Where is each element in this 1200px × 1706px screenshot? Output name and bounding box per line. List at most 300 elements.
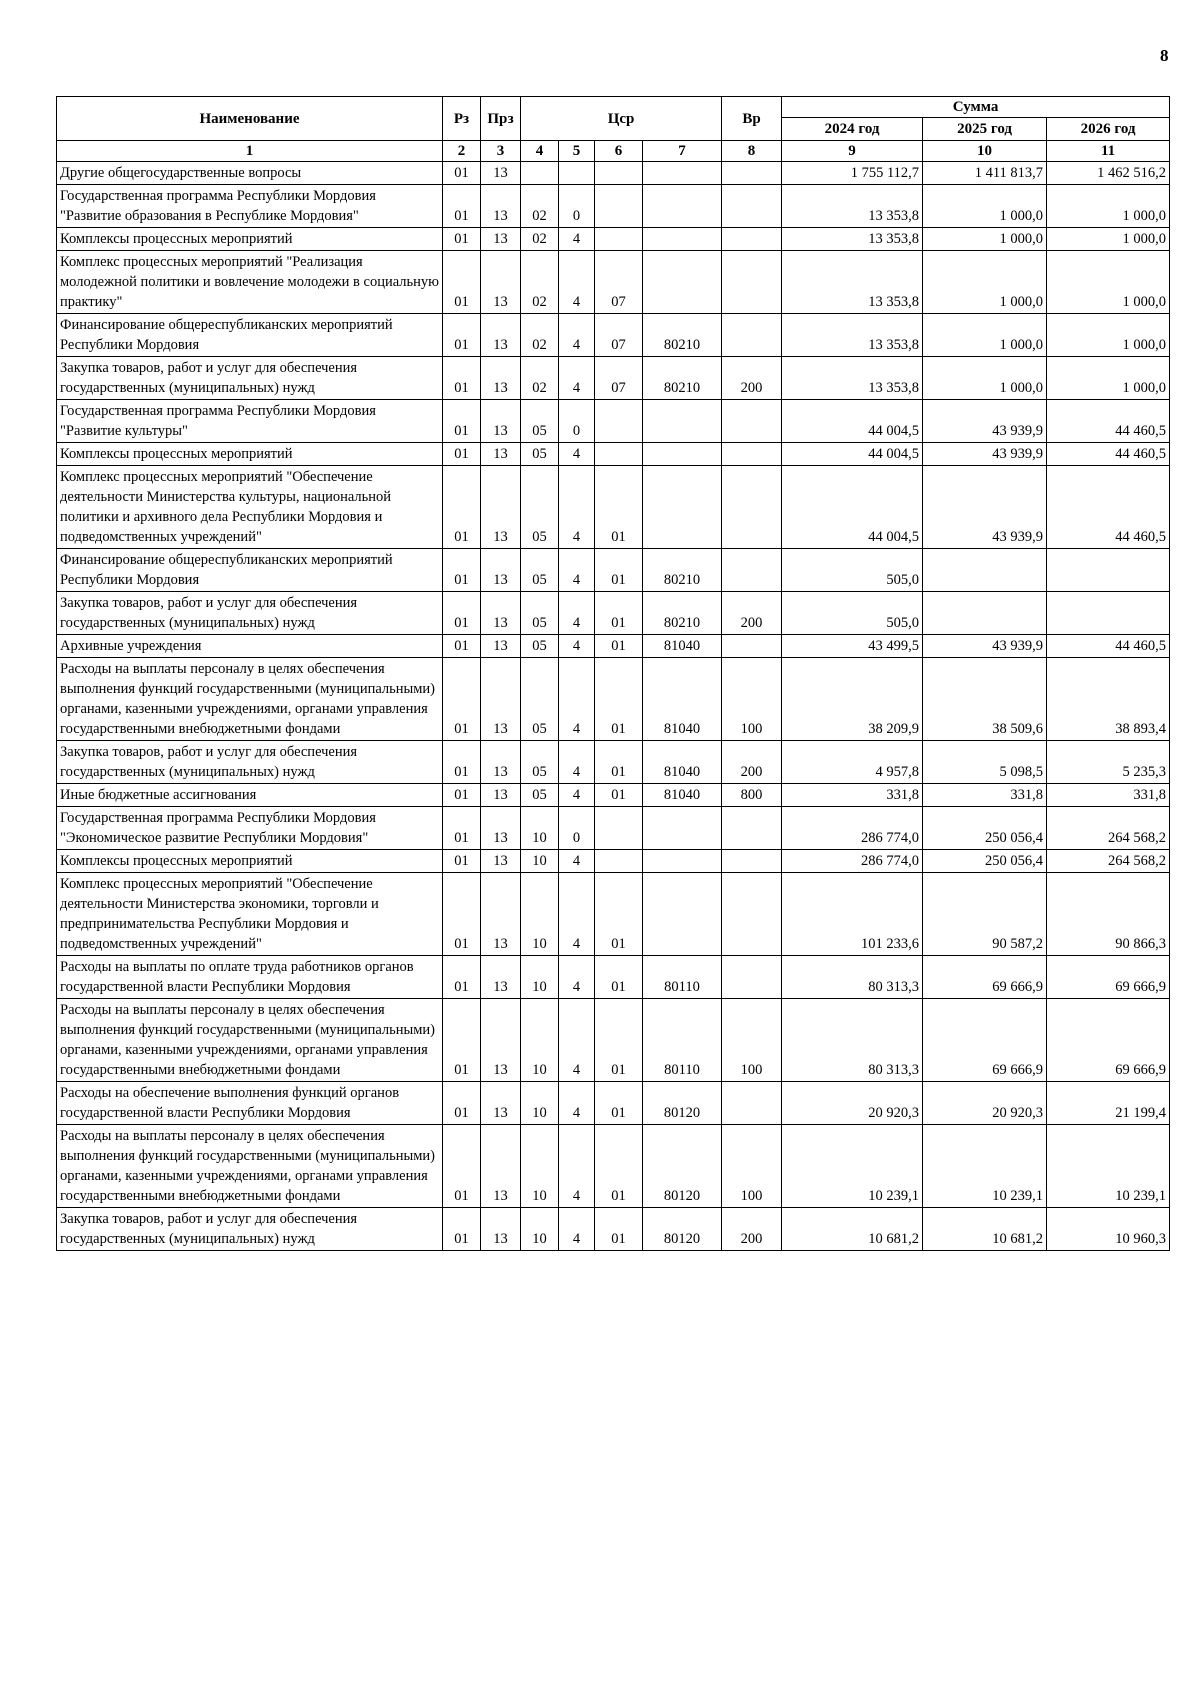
row-vr: 200 <box>722 357 782 400</box>
row-sum-2025: 1 411 813,7 <box>923 162 1047 185</box>
row-vr: 100 <box>722 999 782 1082</box>
row-csr-complex: 01 <box>595 873 643 956</box>
row-csr-type: 4 <box>559 956 595 999</box>
row-name: Другие общегосударственные вопросы <box>57 162 443 185</box>
row-sum-2024: 44 004,5 <box>782 443 923 466</box>
row-rz: 01 <box>443 357 481 400</box>
row-sum-2024: 286 774,0 <box>782 850 923 873</box>
row-csr-complex: 01 <box>595 658 643 741</box>
row-csr-direction: 80210 <box>643 549 722 592</box>
row-csr-program: 10 <box>521 850 559 873</box>
row-name: Финансирование общереспубликанских мероприятий Республики Мордовия <box>57 549 443 592</box>
row-rz: 01 <box>443 251 481 314</box>
column-number: 8 <box>722 141 782 162</box>
row-rz: 01 <box>443 807 481 850</box>
row-csr-complex: 01 <box>595 466 643 549</box>
row-sum-2026: 1 000,0 <box>1047 228 1170 251</box>
row-csr-complex <box>595 850 643 873</box>
row-sum-2026: 90 866,3 <box>1047 873 1170 956</box>
row-csr-complex: 01 <box>595 1208 643 1251</box>
row-sum-2024: 13 353,8 <box>782 185 923 228</box>
row-prz: 13 <box>481 314 521 357</box>
table-row <box>57 635 1170 658</box>
row-csr-complex: 01 <box>595 1082 643 1125</box>
row-csr-program: 05 <box>521 741 559 784</box>
row-csr-direction: 80110 <box>643 956 722 999</box>
column-number: 7 <box>643 141 722 162</box>
row-csr-program: 10 <box>521 807 559 850</box>
row-csr-direction <box>643 443 722 466</box>
header-summa: Сумма <box>782 97 1170 118</box>
row-sum-2024: 80 313,3 <box>782 956 923 999</box>
row-vr: 100 <box>722 1125 782 1208</box>
row-csr-direction: 81040 <box>643 741 722 784</box>
header-vr: Вр <box>722 97 782 141</box>
row-prz: 13 <box>481 807 521 850</box>
row-csr-complex: 01 <box>595 635 643 658</box>
table-header <box>57 97 1170 162</box>
row-csr-complex <box>595 443 643 466</box>
row-csr-program: 10 <box>521 1125 559 1208</box>
row-csr-type: 4 <box>559 314 595 357</box>
row-csr-direction: 80120 <box>643 1082 722 1125</box>
row-csr-program: 10 <box>521 873 559 956</box>
row-name: Закупка товаров, работ и услуг для обеспечения государственных (муниципальных) нужд <box>57 741 443 784</box>
row-csr-program: 02 <box>521 251 559 314</box>
row-csr-type: 4 <box>559 784 595 807</box>
row-csr-direction <box>643 251 722 314</box>
column-number: 9 <box>782 141 923 162</box>
row-csr-type: 0 <box>559 185 595 228</box>
row-csr-complex <box>595 400 643 443</box>
table-row <box>57 592 1170 635</box>
row-vr <box>722 400 782 443</box>
row-csr-complex: 07 <box>595 314 643 357</box>
row-sum-2026: 10 239,1 <box>1047 1125 1170 1208</box>
row-csr-program: 05 <box>521 658 559 741</box>
row-csr-direction <box>643 850 722 873</box>
row-csr-direction: 81040 <box>643 784 722 807</box>
row-sum-2024: 43 499,5 <box>782 635 923 658</box>
row-sum-2026: 331,8 <box>1047 784 1170 807</box>
row-sum-2024: 101 233,6 <box>782 873 923 956</box>
row-csr-program: 02 <box>521 228 559 251</box>
row-name: Расходы на выплаты по оплате труда работников органов государственной власти Республики Мордовия <box>57 956 443 999</box>
row-vr <box>722 850 782 873</box>
column-number: 4 <box>521 141 559 162</box>
row-prz: 13 <box>481 1125 521 1208</box>
row-name: Закупка товаров, работ и услуг для обеспечения государственных (муниципальных) нужд <box>57 357 443 400</box>
row-name: Закупка товаров, работ и услуг для обеспечения государственных (муниципальных) нужд <box>57 1208 443 1251</box>
row-sum-2025: 43 939,9 <box>923 443 1047 466</box>
row-csr-type: 4 <box>559 251 595 314</box>
row-csr-direction <box>643 466 722 549</box>
row-sum-2026: 1 000,0 <box>1047 251 1170 314</box>
row-sum-2024: 505,0 <box>782 592 923 635</box>
row-csr-complex: 01 <box>595 1125 643 1208</box>
row-vr <box>722 549 782 592</box>
row-csr-complex: 01 <box>595 592 643 635</box>
row-sum-2026: 21 199,4 <box>1047 1082 1170 1125</box>
row-rz: 01 <box>443 466 481 549</box>
row-csr-direction: 80120 <box>643 1208 722 1251</box>
row-prz: 13 <box>481 162 521 185</box>
row-csr-direction: 80120 <box>643 1125 722 1208</box>
row-vr: 100 <box>722 658 782 741</box>
row-rz: 01 <box>443 592 481 635</box>
row-vr <box>722 466 782 549</box>
row-prz: 13 <box>481 1208 521 1251</box>
row-csr-program <box>521 162 559 185</box>
table-row <box>57 1125 1170 1208</box>
row-csr-direction: 80110 <box>643 999 722 1082</box>
row-prz: 13 <box>481 635 521 658</box>
column-number: 5 <box>559 141 595 162</box>
row-vr <box>722 1082 782 1125</box>
row-sum-2024: 44 004,5 <box>782 400 923 443</box>
row-rz: 01 <box>443 1082 481 1125</box>
row-sum-2026 <box>1047 592 1170 635</box>
row-sum-2025: 10 681,2 <box>923 1208 1047 1251</box>
row-rz: 01 <box>443 1208 481 1251</box>
row-sum-2026: 264 568,2 <box>1047 807 1170 850</box>
row-rz: 01 <box>443 400 481 443</box>
row-prz: 13 <box>481 443 521 466</box>
row-sum-2025: 1 000,0 <box>923 228 1047 251</box>
row-rz: 01 <box>443 549 481 592</box>
row-name: Расходы на выплаты персоналу в целях обеспечения выполнения функций государственными (муниципальными) органами, казенными учреждениями, органами управления государственными внебюджетными фондами <box>57 658 443 741</box>
row-prz: 13 <box>481 784 521 807</box>
row-csr-program: 02 <box>521 185 559 228</box>
row-name: Расходы на выплаты персоналу в целях обеспечения выполнения функций государственными (муниципальными) органами, казенными учреждениями, органами управления государственными внебюджетными фондами <box>57 999 443 1082</box>
row-sum-2024: 10 239,1 <box>782 1125 923 1208</box>
row-prz: 13 <box>481 549 521 592</box>
table-row <box>57 549 1170 592</box>
table-row <box>57 1082 1170 1125</box>
row-csr-type: 4 <box>559 658 595 741</box>
row-csr-type: 0 <box>559 807 595 850</box>
table-row <box>57 956 1170 999</box>
row-name: Иные бюджетные ассигнования <box>57 784 443 807</box>
column-number: 10 <box>923 141 1047 162</box>
row-sum-2024: 4 957,8 <box>782 741 923 784</box>
header-prz: Прз <box>481 97 521 141</box>
row-prz: 13 <box>481 400 521 443</box>
row-csr-program: 02 <box>521 357 559 400</box>
row-sum-2025: 331,8 <box>923 784 1047 807</box>
table-row <box>57 658 1170 741</box>
table-row <box>57 357 1170 400</box>
row-prz: 13 <box>481 1082 521 1125</box>
row-sum-2026: 10 960,3 <box>1047 1208 1170 1251</box>
row-sum-2025: 250 056,4 <box>923 807 1047 850</box>
row-csr-program: 05 <box>521 400 559 443</box>
row-csr-type: 4 <box>559 999 595 1082</box>
row-sum-2025: 43 939,9 <box>923 466 1047 549</box>
row-sum-2026: 1 000,0 <box>1047 357 1170 400</box>
row-rz: 01 <box>443 956 481 999</box>
column-number: 1 <box>57 141 443 162</box>
row-rz: 01 <box>443 873 481 956</box>
row-name: Комплекс процессных мероприятий "Обеспечение деятельности Министерства культуры, национальной политики и архивного дела Республики Мордовия и подведомственных учреждений" <box>57 466 443 549</box>
table-body <box>57 162 1170 1251</box>
row-sum-2024: 13 353,8 <box>782 228 923 251</box>
row-csr-type: 4 <box>559 1082 595 1125</box>
row-vr <box>722 635 782 658</box>
row-csr-direction <box>643 228 722 251</box>
row-csr-type: 4 <box>559 357 595 400</box>
row-sum-2025: 1 000,0 <box>923 185 1047 228</box>
row-csr-program: 10 <box>521 956 559 999</box>
header-rz: Рз <box>443 97 481 141</box>
row-name: Расходы на обеспечение выполнения функций органов государственной власти Республики Мордовия <box>57 1082 443 1125</box>
table-row <box>57 314 1170 357</box>
row-rz: 01 <box>443 443 481 466</box>
header-name: Наименование <box>57 97 443 141</box>
row-vr: 200 <box>722 592 782 635</box>
row-sum-2026 <box>1047 549 1170 592</box>
row-vr <box>722 873 782 956</box>
row-csr-type: 4 <box>559 466 595 549</box>
row-csr-program: 10 <box>521 1208 559 1251</box>
row-csr-complex <box>595 228 643 251</box>
row-rz: 01 <box>443 1125 481 1208</box>
row-sum-2026: 44 460,5 <box>1047 400 1170 443</box>
row-csr-complex: 01 <box>595 956 643 999</box>
table-row <box>57 807 1170 850</box>
row-csr-program: 02 <box>521 314 559 357</box>
row-sum-2026: 44 460,5 <box>1047 635 1170 658</box>
row-name: Финансирование общереспубликанских мероприятий Республики Мордовия <box>57 314 443 357</box>
row-vr <box>722 956 782 999</box>
row-sum-2024: 10 681,2 <box>782 1208 923 1251</box>
header-year-2025: 2025 год <box>923 118 1047 141</box>
row-sum-2026: 1 462 516,2 <box>1047 162 1170 185</box>
table-row <box>57 400 1170 443</box>
row-prz: 13 <box>481 251 521 314</box>
row-sum-2024: 13 353,8 <box>782 314 923 357</box>
row-csr-program: 05 <box>521 466 559 549</box>
row-csr-program: 05 <box>521 592 559 635</box>
row-prz: 13 <box>481 873 521 956</box>
row-vr: 200 <box>722 741 782 784</box>
table-row <box>57 873 1170 956</box>
row-sum-2025: 38 509,6 <box>923 658 1047 741</box>
row-csr-complex: 01 <box>595 549 643 592</box>
row-sum-2026: 38 893,4 <box>1047 658 1170 741</box>
row-vr: 200 <box>722 1208 782 1251</box>
row-csr-complex: 01 <box>595 999 643 1082</box>
row-csr-direction: 81040 <box>643 658 722 741</box>
row-csr-type: 4 <box>559 549 595 592</box>
row-prz: 13 <box>481 850 521 873</box>
table-row <box>57 466 1170 549</box>
row-name: Государственная программа Республики Мордовия "Развитие образования в Республике Мордовия" <box>57 185 443 228</box>
row-csr-complex: 07 <box>595 251 643 314</box>
row-sum-2026: 69 666,9 <box>1047 999 1170 1082</box>
row-csr-complex <box>595 185 643 228</box>
row-sum-2025: 5 098,5 <box>923 741 1047 784</box>
header-year-2026: 2026 год <box>1047 118 1170 141</box>
row-name: Расходы на выплаты персоналу в целях обеспечения выполнения функций государственными (муниципальными) органами, казенными учреждениями, органами управления государственными внебюджетными фондами <box>57 1125 443 1208</box>
row-csr-type: 4 <box>559 635 595 658</box>
row-sum-2024: 13 353,8 <box>782 251 923 314</box>
table-row <box>57 1208 1170 1251</box>
page-number: 8 <box>1160 46 1169 65</box>
row-sum-2024: 331,8 <box>782 784 923 807</box>
table-row <box>57 741 1170 784</box>
row-csr-type: 4 <box>559 592 595 635</box>
row-csr-direction: 80210 <box>643 592 722 635</box>
row-sum-2026: 44 460,5 <box>1047 466 1170 549</box>
row-prz: 13 <box>481 357 521 400</box>
row-sum-2024: 505,0 <box>782 549 923 592</box>
row-prz: 13 <box>481 956 521 999</box>
row-sum-2026: 69 666,9 <box>1047 956 1170 999</box>
row-csr-type <box>559 162 595 185</box>
table-row <box>57 162 1170 185</box>
row-vr <box>722 314 782 357</box>
row-sum-2025: 1 000,0 <box>923 251 1047 314</box>
row-sum-2025: 69 666,9 <box>923 956 1047 999</box>
row-csr-type: 0 <box>559 400 595 443</box>
row-rz: 01 <box>443 850 481 873</box>
row-sum-2024: 80 313,3 <box>782 999 923 1082</box>
row-vr <box>722 443 782 466</box>
table-row <box>57 443 1170 466</box>
row-csr-type: 4 <box>559 741 595 784</box>
row-sum-2026: 1 000,0 <box>1047 185 1170 228</box>
row-sum-2026: 44 460,5 <box>1047 443 1170 466</box>
row-csr-complex <box>595 162 643 185</box>
row-rz: 01 <box>443 658 481 741</box>
row-prz: 13 <box>481 592 521 635</box>
row-rz: 01 <box>443 635 481 658</box>
row-csr-complex: 01 <box>595 741 643 784</box>
row-csr-complex: 07 <box>595 357 643 400</box>
row-sum-2025 <box>923 549 1047 592</box>
row-rz: 01 <box>443 228 481 251</box>
row-csr-type: 4 <box>559 1208 595 1251</box>
row-vr <box>722 185 782 228</box>
row-csr-program: 10 <box>521 1082 559 1125</box>
row-vr: 800 <box>722 784 782 807</box>
row-csr-direction: 80210 <box>643 314 722 357</box>
row-csr-type: 4 <box>559 850 595 873</box>
row-csr-complex <box>595 807 643 850</box>
table-row <box>57 185 1170 228</box>
header-year-2024: 2024 год <box>782 118 923 141</box>
row-csr-complex: 01 <box>595 784 643 807</box>
row-sum-2025: 90 587,2 <box>923 873 1047 956</box>
row-sum-2025: 43 939,9 <box>923 400 1047 443</box>
row-csr-type: 4 <box>559 1125 595 1208</box>
row-csr-direction <box>643 807 722 850</box>
row-name: Комплексы процессных мероприятий <box>57 228 443 251</box>
row-name: Комплексы процессных мероприятий <box>57 850 443 873</box>
row-sum-2026: 264 568,2 <box>1047 850 1170 873</box>
table-row <box>57 999 1170 1082</box>
budget-table <box>56 96 1170 1251</box>
row-rz: 01 <box>443 162 481 185</box>
row-csr-type: 4 <box>559 873 595 956</box>
row-sum-2025: 43 939,9 <box>923 635 1047 658</box>
row-csr-program: 05 <box>521 443 559 466</box>
row-csr-type: 4 <box>559 228 595 251</box>
row-vr <box>722 162 782 185</box>
row-sum-2024: 38 209,9 <box>782 658 923 741</box>
row-csr-direction <box>643 162 722 185</box>
row-csr-program: 05 <box>521 549 559 592</box>
row-prz: 13 <box>481 741 521 784</box>
row-vr <box>722 807 782 850</box>
table-row <box>57 784 1170 807</box>
row-sum-2024: 1 755 112,7 <box>782 162 923 185</box>
table-row <box>57 228 1170 251</box>
row-csr-type: 4 <box>559 443 595 466</box>
row-prz: 13 <box>481 658 521 741</box>
row-name: Комплекс процессных мероприятий "Обеспечение деятельности Министерства экономики, торговли и предпринимательства Республики Мордовия и подведомственных учреждений" <box>57 873 443 956</box>
row-sum-2025: 1 000,0 <box>923 357 1047 400</box>
row-sum-2024: 286 774,0 <box>782 807 923 850</box>
column-number: 2 <box>443 141 481 162</box>
row-csr-direction <box>643 400 722 443</box>
row-sum-2025 <box>923 592 1047 635</box>
row-csr-direction: 81040 <box>643 635 722 658</box>
row-name: Архивные учреждения <box>57 635 443 658</box>
row-sum-2026: 1 000,0 <box>1047 314 1170 357</box>
row-sum-2024: 44 004,5 <box>782 466 923 549</box>
row-sum-2025: 10 239,1 <box>923 1125 1047 1208</box>
column-number: 6 <box>595 141 643 162</box>
column-numbers-row <box>57 141 1170 162</box>
row-rz: 01 <box>443 784 481 807</box>
row-csr-direction: 80210 <box>643 357 722 400</box>
row-rz: 01 <box>443 741 481 784</box>
row-sum-2025: 69 666,9 <box>923 999 1047 1082</box>
row-rz: 01 <box>443 314 481 357</box>
row-csr-program: 10 <box>521 999 559 1082</box>
row-vr <box>722 228 782 251</box>
row-name: Комплексы процессных мероприятий <box>57 443 443 466</box>
column-number: 11 <box>1047 141 1170 162</box>
row-name: Государственная программа Республики Мордовия "Экономическое развитие Республики Мордовия" <box>57 807 443 850</box>
row-sum-2025: 20 920,3 <box>923 1082 1047 1125</box>
row-sum-2025: 1 000,0 <box>923 314 1047 357</box>
row-vr <box>722 251 782 314</box>
row-name: Комплекс процессных мероприятий "Реализация молодежной политики и вовлечение молодежи в социальную практику" <box>57 251 443 314</box>
row-prz: 13 <box>481 466 521 549</box>
row-rz: 01 <box>443 185 481 228</box>
row-csr-program: 05 <box>521 635 559 658</box>
row-prz: 13 <box>481 999 521 1082</box>
table-row <box>57 251 1170 314</box>
table-row <box>57 850 1170 873</box>
row-name: Закупка товаров, работ и услуг для обеспечения государственных (муниципальных) нужд <box>57 592 443 635</box>
row-sum-2024: 20 920,3 <box>782 1082 923 1125</box>
row-rz: 01 <box>443 999 481 1082</box>
header-csr: Цср <box>521 97 722 141</box>
row-csr-direction <box>643 873 722 956</box>
row-csr-direction <box>643 185 722 228</box>
row-prz: 13 <box>481 228 521 251</box>
row-name: Государственная программа Республики Мордовия "Развитие культуры" <box>57 400 443 443</box>
row-prz: 13 <box>481 185 521 228</box>
row-sum-2026: 5 235,3 <box>1047 741 1170 784</box>
row-sum-2025: 250 056,4 <box>923 850 1047 873</box>
row-sum-2024: 13 353,8 <box>782 357 923 400</box>
column-number: 3 <box>481 141 521 162</box>
